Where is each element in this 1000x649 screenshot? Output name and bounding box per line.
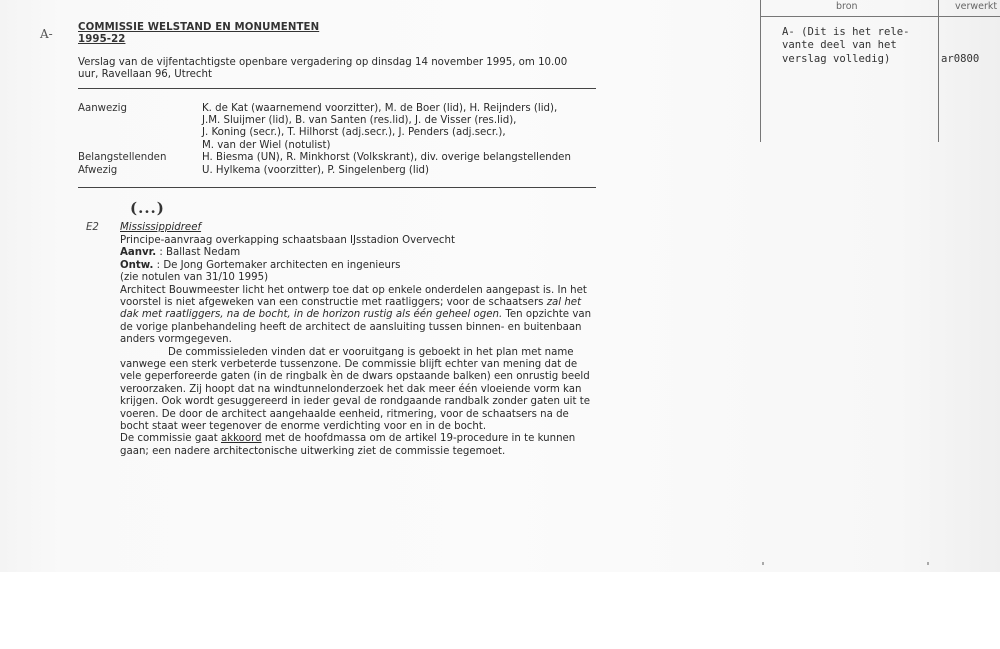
meeting-intro: [78, 57, 598, 82]
designer-label: Ontw.: [120, 259, 154, 271]
applicant-label: Aanvr.: [120, 247, 157, 259]
attendance-list: [78, 103, 598, 177]
attendance-label: Afwezig: [78, 164, 118, 176]
table-border: [938, 0, 939, 142]
divider: [78, 187, 596, 188]
attendance-label: Belangstellenden: [78, 152, 167, 164]
agenda-item-code: E2: [86, 222, 99, 234]
intro-line: uur, Ravellaan 96, Utrecht: [78, 69, 212, 81]
divider: [78, 88, 596, 89]
processed-code: ar0800: [941, 53, 980, 65]
text-run: Ten opzichte van de vorige planbehandeling heeft de architect de aansluiting tussen binnen- en buitenbaan anders vormgegeven.: [120, 309, 592, 346]
paragraph: [120, 285, 598, 347]
table-header-border: [760, 16, 1000, 17]
meeting-minutes: [78, 22, 598, 458]
applicant-value: : Ballast Nedam: [156, 247, 241, 259]
agenda-item-title: Mississippidreef: [120, 222, 202, 234]
column-header-bron: bron: [836, 1, 858, 12]
attendance-line: J. Koning (secr.), T. Hilhorst (adj.secr.), J. Penders (adj.secr.),: [202, 127, 506, 139]
column-header-verwerkt: verwerkt: [955, 1, 998, 12]
scan-speck: [762, 562, 764, 565]
paragraph: De commissieleden vinden dat er vooruitgang is geboekt in het plan met name vanwege een sterk verbeterde tussenzone. De commissie blijft echter van mening dat de vele geperforeerde gaten (in de ringbalk èn de dwars opstaande balken) een onrustig beeld veroorzaken. Zij hoopt dat na windtunnelonderzoek het dak meer één vloeiende vorm kan krijgen. Ook wordt gesuggereerd in ieder geval de rondgaande randbalk zonder gaten uit te voeren. De door de architect aangehaalde eenheid, ritmering, voor de schaatsers na de bocht staat weer tegenover de enorme verdichting voor en in de bocht.: [120, 346, 591, 432]
margin-marker: A-: [40, 27, 53, 41]
text-run: met de hoofdmassa om de artikel 19-procedure in te kunnen gaan; een nadere architectonische uitwerking ziet de commissie tegemoet.: [120, 433, 576, 457]
agenda-item-body: [120, 222, 598, 458]
agenda-item-subtitle: Principe-aanvraag overkapping schaatsbaan IJsstadion Overvecht: [120, 234, 455, 246]
table-border: [760, 0, 761, 142]
text-run: Architect Bouwmeester licht het ontwerp toe dat op enkele onderdelen aangepast is. In het voorstel is niet afgeweken van een constructie met raatliggers; voor de schaatsers: [120, 284, 587, 308]
text-run-underlined: akkoord: [221, 433, 262, 445]
committee-title: COMMISSIE WELSTAND EN MONUMENTEN: [78, 22, 320, 33]
attendance-label: Aanwezig: [78, 102, 127, 114]
minutes-number: 1995-22: [78, 34, 126, 46]
intro-line: Verslag van de vijfentachtigste openbare vergadering op dinsdag 14 november 1995, om 10.00: [78, 56, 568, 68]
source-note: A- (Dit is het rele- vante deel van het verslag volledig): [782, 26, 910, 65]
designer-line: [120, 260, 598, 272]
paragraph: [120, 433, 598, 458]
attendance-line: M. van der Wiel (notulist): [202, 139, 331, 151]
attendance-line: K. de Kat (waarnemend voorzitter), M. de Boer (lid), H. Reijnders (lid),: [202, 102, 558, 114]
agenda-item: [78, 222, 598, 458]
source-table: [760, 0, 1000, 142]
attendance-line: U. Hylkema (voorzitter), P. Singelenberg (lid): [202, 164, 429, 176]
reference-note: (zie notulen van 31/10 1995): [120, 272, 269, 284]
attendance-line: H. Biesma (UN), R. Minkhorst (Volkskrant), div. overige belangstellenden: [202, 152, 571, 164]
attendance-names: [202, 103, 598, 153]
applicant-line: [120, 247, 598, 259]
designer-value: : De Jong Gortemaker architecten en ingenieurs: [153, 259, 401, 271]
scan-speck: [927, 562, 929, 565]
omission-marker: (...): [130, 199, 165, 218]
text-run-italic: zal het dak met raatliggers, na de bocht, in de horizon rustig als één geheel ogen.: [120, 296, 582, 321]
text-run: De commissie gaat: [120, 433, 221, 445]
attendance-line: J.M. Sluijmer (lid), B. van Santen (res.lid), J. de Visser (res.lid),: [202, 115, 517, 127]
